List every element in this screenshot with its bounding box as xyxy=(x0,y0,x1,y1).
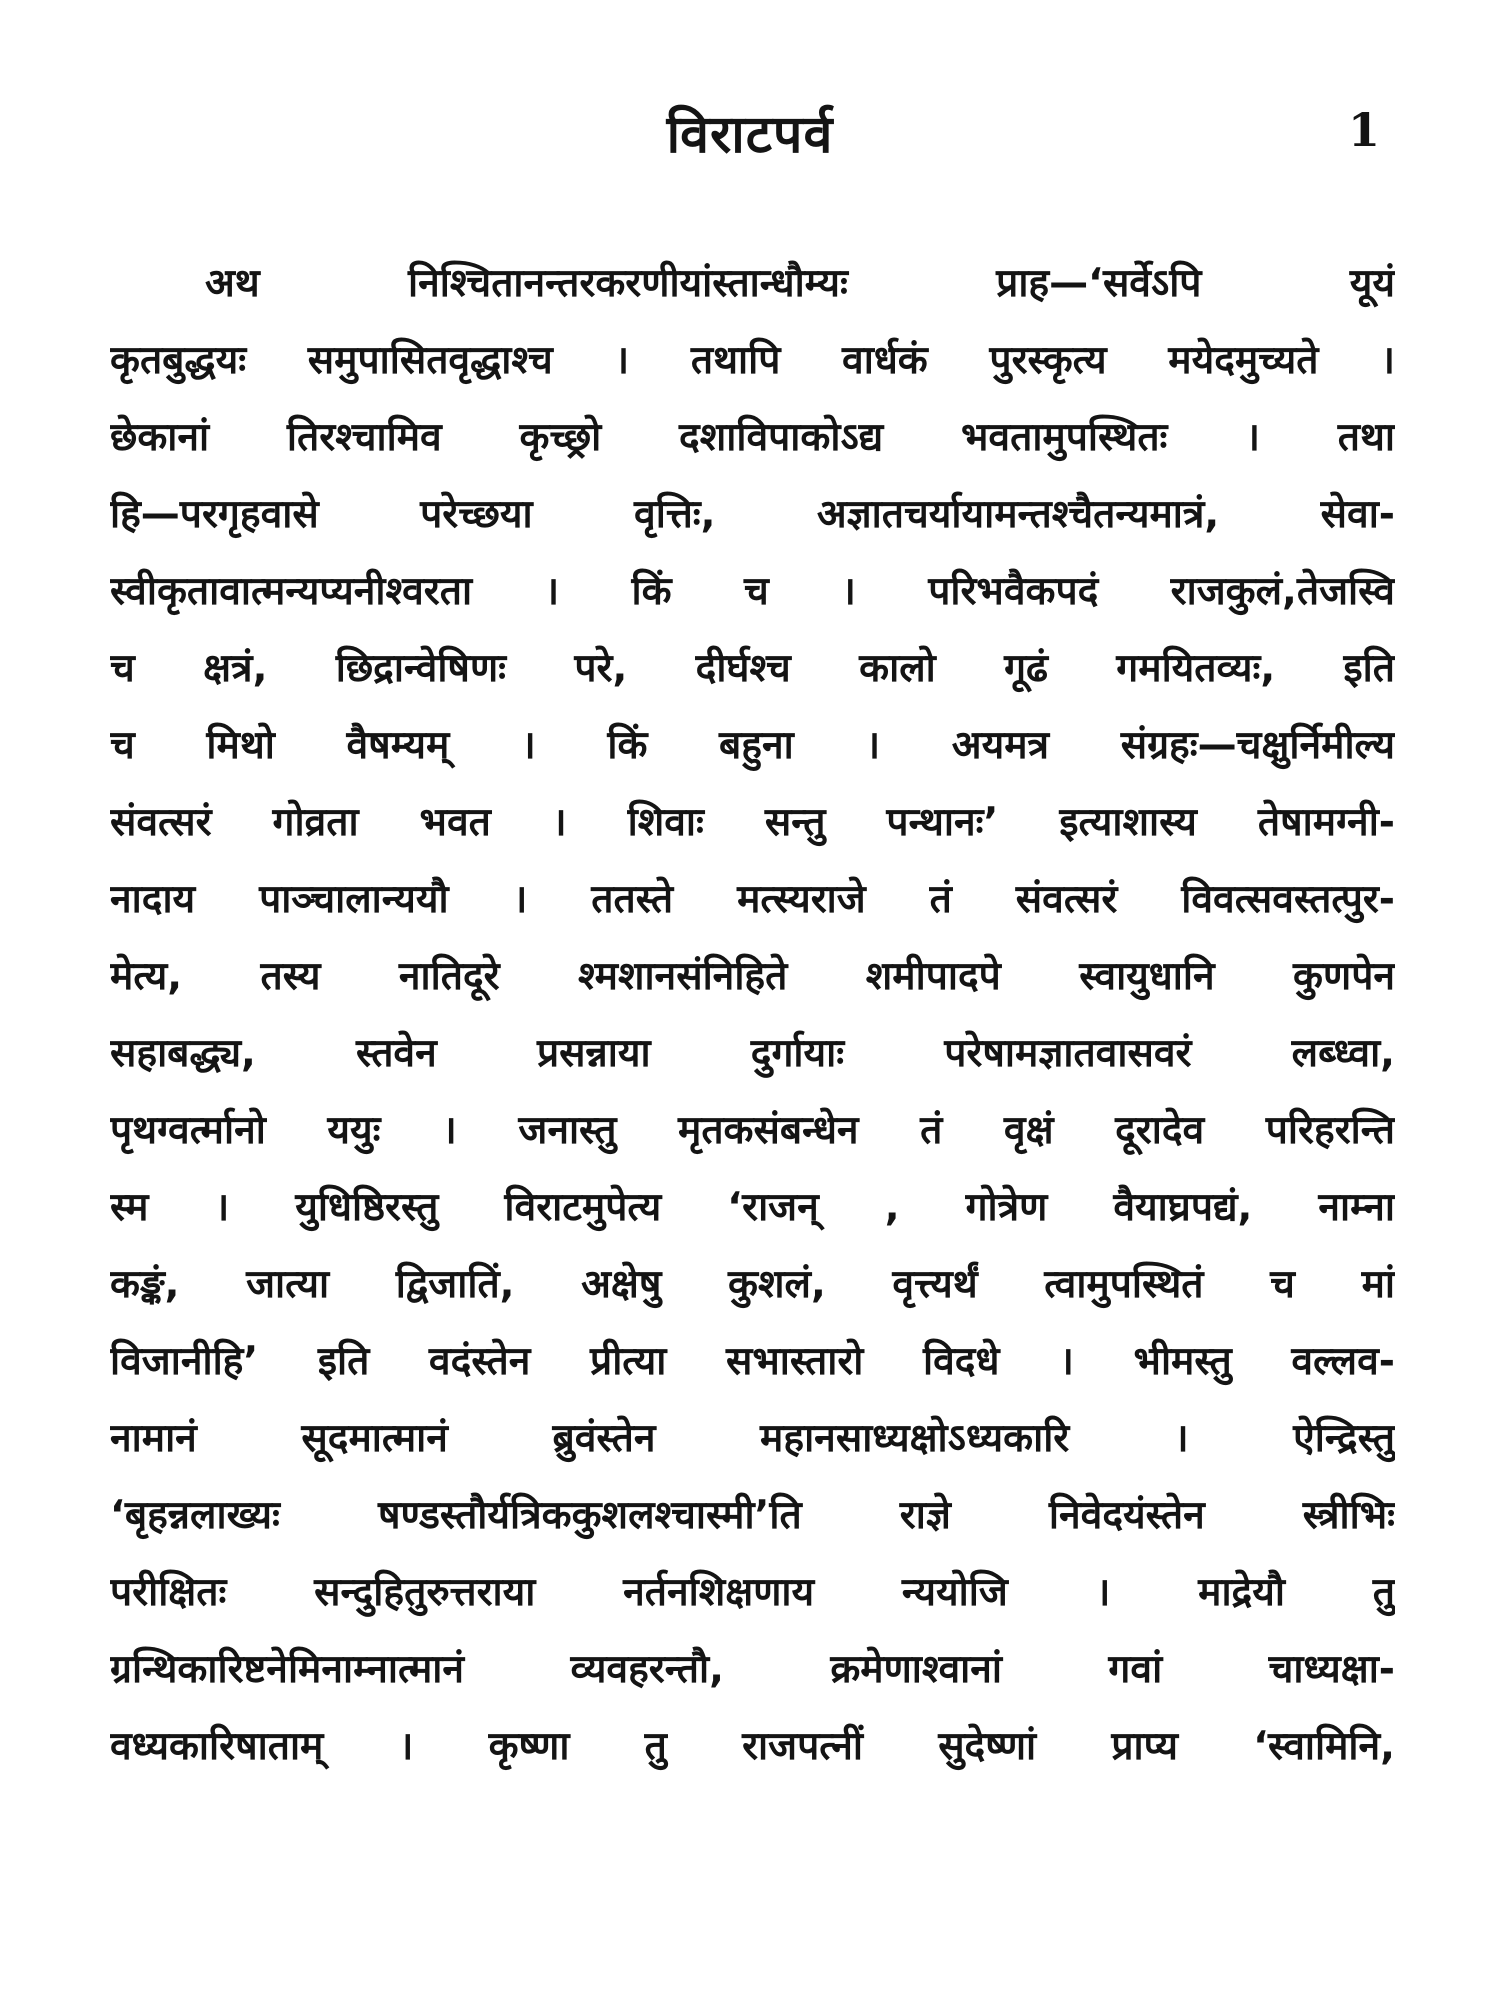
running-title: विराटपर्व xyxy=(666,105,834,165)
text-line: सहाबद्ध्य, स्तवेन प्रसन्नाया दुर्गायाः परेषामज्ञातवासवरं लब्ध्वा, xyxy=(110,1031,1395,1076)
text-line: हि—परगृहवासे परेच्छया वृत्तिः, अज्ञातचर्यायामन्तश्चैतन्यमात्रं, सेवा- xyxy=(110,492,1395,537)
text-line: पृथग्वर्त्मानो ययुः । जनास्तु मृतकसंबन्धेन तं वृक्षं दूरादेव परिहरन्ति xyxy=(110,1108,1395,1153)
text-line: कृतबुद्धयः समुपासितवृद्धाश्च । तथापि वार्धकं पुरस्कृत्य मयेदमुच्यते । xyxy=(110,338,1395,383)
text-line: स्म । युधिष्ठिरस्तु विराटमुपेत्य ‘राजन् , गोत्रेण वैयाघ्रपद्यं, नाम्ना xyxy=(110,1185,1395,1230)
text-line: अथ निश्चितानन्तरकरणीयांस्तान्धौम्यः प्राह—‘सर्वेऽपि यूयं xyxy=(205,261,1395,306)
text-line: ग्रन्थिकारिष्टनेमिनाम्नात्मानं व्यवहरन्तौ, क्रमेणाश्वानां गवां चाध्यक्षा- xyxy=(110,1647,1395,1692)
text-line: विजानीहि’ इति वदंस्तेन प्रीत्या सभास्तारो विदधे । भीमस्तु वल्लव- xyxy=(110,1339,1395,1384)
text-line: छेकानां तिरश्चामिव कृच्छ्रो दशाविपाकोऽद्य भवतामुपस्थितः । तथा xyxy=(110,415,1395,460)
page-number: 1 xyxy=(1347,103,1380,157)
text-line: संवत्सरं गोव्रता भवत । शिवाः सन्तु पन्थानः’ इत्याशास्य तेषामग्नी- xyxy=(110,800,1395,845)
text-line: कङ्कं, जात्या द्विजातिं, अक्षेषु कुशलं, वृत्त्यर्थं त्वामुपस्थितं च मां xyxy=(110,1262,1395,1307)
text-line: नादाय पाञ्चालान्ययौ । ततस्ते मत्स्यराजे तं संवत्सरं विवत्सवस्तत्पुर- xyxy=(110,877,1395,922)
text-line: नामानं सूदमात्मानं ब्रुवंस्तेन महानसाध्यक्षोऽध्यकारि । ऐन्द्रिस्तु xyxy=(110,1416,1395,1461)
text-line: वध्यकारिषाताम् । कृष्णा तु राजपत्नीं सुदेष्णां प्राप्य ‘स्वामिनि, xyxy=(110,1724,1395,1769)
page-header xyxy=(0,85,1500,185)
text-line: ‘बृहन्नलाख्यः षण्डस्तौर्यत्रिककुशलश्चास्मी’ति राज्ञे निवेदयंस्तेन स्त्रीभिः xyxy=(110,1493,1395,1538)
text-line: च क्षत्रं, छिद्रान्वेषिणः परे, दीर्घश्च कालो गूढं गमयितव्यः, इति xyxy=(110,646,1395,691)
text-line: परीक्षितः सन्दुहितुरुत्तराया नर्तनशिक्षणाय न्ययोजि । माद्रेयौ तु xyxy=(110,1570,1395,1615)
text-line: मेत्य, तस्य नातिदूरे श्मशानसंनिहिते शमीपादपे स्वायुधानि कुणपेन xyxy=(110,954,1395,999)
text-line: स्वीकृतावात्मन्यप्यनीश्वरता । किं च । परिभवैकपदं राजकुलं,तेजस्वि xyxy=(110,569,1395,614)
body-text xyxy=(110,245,1395,1785)
text-line: च मिथो वैषम्यम् । किं बहुना । अयमत्र संग्रहः—चक्षुर्निमील्य xyxy=(110,723,1395,768)
